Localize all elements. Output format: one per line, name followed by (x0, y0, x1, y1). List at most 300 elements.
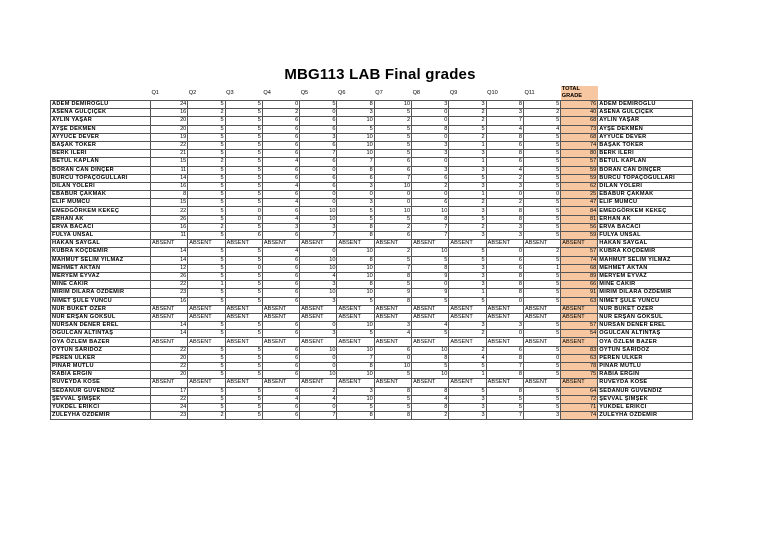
question-score-cell: 8 (412, 354, 449, 362)
total-grade-cell: 73 (561, 125, 598, 133)
question-score-cell: 5 (225, 395, 262, 403)
question-score-cell: ABSENT (188, 313, 225, 321)
table-row (51, 166, 693, 174)
question-score-cell: ABSENT (374, 338, 411, 346)
question-score-cell: 4 (262, 182, 299, 190)
student-name: ERVA BACACI (51, 223, 151, 231)
question-score-cell: 10 (412, 346, 449, 354)
question-score-cell: 6 (262, 387, 299, 395)
question-score-cell: 21 (151, 150, 188, 158)
question-score-cell: 8 (337, 363, 374, 371)
table-row (51, 264, 693, 272)
question-score-cell: 3 (486, 232, 523, 240)
question-score-cell: 3 (449, 322, 486, 330)
question-score-cell: 5 (374, 281, 411, 289)
question-score-cell: 23 (151, 412, 188, 420)
question-score-cell: 4 (300, 395, 337, 403)
table-row (51, 256, 693, 264)
student-name: MİNE CAKIR (51, 281, 151, 289)
question-score-cell: 8 (374, 272, 411, 280)
student-name: ELİF MUMCU (51, 199, 151, 207)
question-score-cell: ABSENT (262, 338, 299, 346)
question-score-cell: 3 (300, 133, 337, 141)
student-name: EMEDGÖRKEM KEKEÇ (51, 207, 151, 215)
question-score-cell: 14 (151, 322, 188, 330)
student-name-repeat: PEREN ÜLKER (598, 354, 693, 362)
question-score-cell: ABSENT (262, 305, 299, 313)
question-score-cell: 0 (300, 199, 337, 207)
question-score-cell: ABSENT (374, 305, 411, 313)
question-score-cell: 6 (262, 117, 299, 125)
table-row (51, 403, 693, 411)
question-score-cell: 5 (337, 330, 374, 338)
total-grade-cell: 54 (561, 330, 598, 338)
question-score-cell: 2 (449, 133, 486, 141)
question-score-cell: 22 (151, 207, 188, 215)
column-header: Q11 (524, 89, 535, 96)
student-name: BETÜL KAPLAN (51, 158, 151, 166)
student-name-repeat: ADEM DEMIROGLU (598, 101, 693, 109)
student-name-repeat: ERHAN AK (598, 215, 693, 223)
student-name-repeat: RABİA ERGİN (598, 371, 693, 379)
student-name-repeat: ŞEVVAL ŞİMŞEK (598, 395, 693, 403)
total-grade-cell: 74 (561, 412, 598, 420)
question-score-cell: 3 (412, 101, 449, 109)
question-score-cell: 20 (151, 354, 188, 362)
student-name-repeat: NUR ERŞAN GÖKSUL (598, 313, 693, 321)
student-name-repeat: ZÜLEYHA ÖZDEMİR (598, 412, 693, 420)
column-header: Q6 (337, 89, 346, 96)
question-score-cell: 6 (486, 256, 523, 264)
question-score-cell: 6 (300, 141, 337, 149)
question-score-cell: 2 (300, 387, 337, 395)
question-score-cell: ABSENT (188, 338, 225, 346)
question-score-cell: 3 (449, 395, 486, 403)
total-grade-cell: 62 (561, 182, 598, 190)
student-name: ASENA GÜLÇİÇEK (51, 109, 151, 117)
question-score-cell: 2 (486, 199, 523, 207)
question-score-cell: 6 (262, 403, 299, 411)
question-score-cell: 5 (225, 141, 262, 149)
question-score-cell: 6 (262, 232, 299, 240)
question-score-cell: 3 (412, 141, 449, 149)
question-score-cell: 2 (188, 223, 225, 231)
question-score-cell: ABSENT (188, 240, 225, 248)
question-score-cell: 10 (337, 322, 374, 330)
total-grade-cell: 47 (561, 199, 598, 207)
question-score-cell: 6 (262, 150, 299, 158)
question-score-cell: 5 (374, 403, 411, 411)
question-score-cell: 2 (449, 330, 486, 338)
student-name: BURCU TOPAÇOGULLARI (51, 174, 151, 182)
total-grade-cell: 68 (561, 264, 598, 272)
question-score-cell: ABSENT (151, 305, 188, 313)
total-grade-cell: ABSENT (561, 338, 598, 346)
student-name-repeat: BORAN CAN DİNÇER (598, 166, 693, 174)
question-score-cell: ABSENT (188, 305, 225, 313)
question-score-cell: 0 (300, 403, 337, 411)
question-score-cell: 5 (225, 117, 262, 125)
question-score-cell: 5 (225, 363, 262, 371)
question-score-cell: 6 (262, 133, 299, 141)
table-row (51, 379, 693, 387)
question-score-cell: ABSENT (412, 313, 449, 321)
total-grade-cell: 63 (561, 354, 598, 362)
table-row (51, 272, 693, 280)
question-score-cell: 5 (225, 281, 262, 289)
question-score-cell: 3 (337, 182, 374, 190)
question-score-cell: 5 (188, 403, 225, 411)
question-score-cell: 5 (523, 101, 560, 109)
question-score-cell: 5 (225, 256, 262, 264)
question-score-cell: 6 (262, 256, 299, 264)
question-score-cell: 5 (523, 215, 560, 223)
question-score-cell: 4 (412, 322, 449, 330)
question-score-cell: 5 (523, 207, 560, 215)
column-header: Q1 (151, 89, 159, 96)
question-score-cell: ABSENT (225, 379, 262, 387)
question-score-cell: ABSENT (225, 240, 262, 248)
question-score-cell: 5 (188, 207, 225, 215)
question-score-cell: ABSENT (337, 338, 374, 346)
question-score-cell: 5 (523, 150, 560, 158)
table-row (51, 158, 693, 166)
question-score-cell: 4 (486, 125, 523, 133)
question-score-cell: 2 (374, 248, 411, 256)
question-score-cell: 22 (151, 346, 188, 354)
total-grade-cell: 57 (561, 322, 598, 330)
question-score-cell: 16 (151, 182, 188, 190)
question-score-cell: 6 (262, 166, 299, 174)
question-score-cell: 10 (412, 248, 449, 256)
question-score-cell: 5 (225, 191, 262, 199)
question-score-cell: ABSENT (225, 338, 262, 346)
question-score-cell: 5 (449, 387, 486, 395)
question-score-cell: 5 (523, 330, 560, 338)
student-name: ŞEVVAL ŞİMŞEK (51, 395, 151, 403)
question-score-cell: 8 (337, 256, 374, 264)
total-grade-cell: 74 (561, 256, 598, 264)
question-score-cell: 6 (300, 158, 337, 166)
question-score-cell: 7 (300, 150, 337, 158)
total-grade-cell: 40 (561, 109, 598, 117)
question-score-cell: 8 (337, 166, 374, 174)
table-row (51, 363, 693, 371)
question-score-cell: 5 (188, 346, 225, 354)
student-name-repeat: SEDANUR GÜVENDİZ (598, 387, 693, 395)
question-score-cell: 5 (523, 387, 560, 395)
question-score-cell: 2 (412, 182, 449, 190)
table-row (51, 232, 693, 240)
question-score-cell: 6 (262, 322, 299, 330)
question-score-cell: 6 (262, 264, 299, 272)
question-score-cell: 5 (374, 141, 411, 149)
question-score-cell: 1 (188, 281, 225, 289)
total-grade-cell: 56 (561, 223, 598, 231)
student-name-repeat: OYTUN SARIDOZ (598, 346, 693, 354)
question-score-cell: 5 (188, 182, 225, 190)
question-score-cell: 2 (188, 412, 225, 420)
table-row (51, 101, 693, 109)
student-name-repeat: AYYÜCE DEVER (598, 133, 693, 141)
question-score-cell: 5 (412, 256, 449, 264)
question-score-cell: 11 (151, 166, 188, 174)
question-score-cell: 6 (300, 117, 337, 125)
total-grade-cell: 83 (561, 346, 598, 354)
question-score-cell: 4 (449, 354, 486, 362)
question-score-cell: 6 (262, 207, 299, 215)
question-score-cell: 11 (151, 232, 188, 240)
question-score-cell: ABSENT (523, 240, 560, 248)
question-score-cell: 6 (262, 412, 299, 420)
question-score-cell: 4 (300, 272, 337, 280)
question-score-cell: 10 (337, 264, 374, 272)
table-row (51, 395, 693, 403)
question-score-cell: ABSENT (486, 313, 523, 321)
total-grade-cell: 75 (561, 371, 598, 379)
total-grade-header: TOTAL GRADE (561, 86, 598, 101)
column-header: Q8 (412, 89, 421, 96)
column-header: Q9 (449, 89, 458, 96)
question-score-cell: 8 (486, 150, 523, 158)
student-name: RÜVEYDA KÖSE (51, 379, 151, 387)
student-name: ZÜLEYHA ÖZDEMİR (51, 412, 151, 420)
question-score-cell: 0 (337, 191, 374, 199)
table-row (51, 174, 693, 182)
question-score-cell: ABSENT (523, 379, 560, 387)
question-score-cell: 2 (523, 248, 560, 256)
question-score-cell: 0 (412, 109, 449, 117)
question-score-cell: ABSENT (300, 379, 337, 387)
question-score-cell: 3 (449, 101, 486, 109)
question-score-cell: 7 (486, 117, 523, 125)
student-name: DİLAN YOLERİ (51, 182, 151, 190)
question-score-cell: 1 (523, 264, 560, 272)
question-score-cell: 5 (188, 272, 225, 280)
table-row (51, 182, 693, 190)
student-name: AYLİN YAŞAR (51, 117, 151, 125)
question-score-cell: ABSENT (300, 338, 337, 346)
table-row (51, 289, 693, 297)
question-score-cell: 0 (412, 281, 449, 289)
student-name-repeat: ERVA BACACI (598, 223, 693, 231)
question-score-cell: 5 (188, 363, 225, 371)
student-name-repeat: BAŞAK TOKER (598, 141, 693, 149)
table-row (51, 330, 693, 338)
question-score-cell: 8 (412, 215, 449, 223)
question-score-cell: 5 (523, 297, 560, 305)
total-grade-cell: ABSENT (561, 305, 598, 313)
total-grade-cell: 71 (561, 403, 598, 411)
question-score-cell: 2 (449, 199, 486, 207)
question-score-cell: 3 (449, 166, 486, 174)
question-score-cell: 5 (449, 297, 486, 305)
table-row (51, 346, 693, 354)
question-score-cell: 5 (523, 322, 560, 330)
question-score-cell: 3 (449, 232, 486, 240)
question-score-cell: 0 (300, 166, 337, 174)
question-score-cell: ABSENT (374, 379, 411, 387)
question-score-cell: 5 (523, 371, 560, 379)
question-score-cell: 0 (374, 354, 411, 362)
student-name-repeat: AYŞE DEKMEN (598, 125, 693, 133)
question-score-cell: 6 (262, 330, 299, 338)
question-score-cell: 5 (523, 223, 560, 231)
question-score-cell: 5 (337, 207, 374, 215)
student-name-repeat: ASENA GÜLÇİÇEK (598, 109, 693, 117)
question-score-cell: 6 (300, 125, 337, 133)
question-score-cell: 15 (151, 199, 188, 207)
question-score-cell: 5 (523, 158, 560, 166)
column-header (598, 86, 693, 101)
question-score-cell: 5 (188, 264, 225, 272)
question-score-cell: 3 (449, 207, 486, 215)
question-score-cell: 2 (374, 223, 411, 231)
question-score-cell: 5 (374, 395, 411, 403)
total-grade-cell: 81 (561, 215, 598, 223)
question-score-cell: 5 (225, 199, 262, 207)
total-grade-cell: 63 (561, 297, 598, 305)
question-score-cell: 3 (449, 264, 486, 272)
question-score-cell: 0 (486, 248, 523, 256)
grades-table (50, 86, 693, 420)
question-score-cell: 0 (412, 191, 449, 199)
question-score-cell: 3 (449, 412, 486, 420)
student-name-repeat: NURSAN DENER EREL (598, 322, 693, 330)
question-score-cell: 5 (374, 109, 411, 117)
question-score-cell: 17 (151, 387, 188, 395)
total-grade-cell: 74 (561, 141, 598, 149)
question-score-cell: 5 (188, 125, 225, 133)
question-score-cell: 2 (262, 109, 299, 117)
student-name: BERK İLERİ (51, 150, 151, 158)
question-score-cell: ABSENT (300, 240, 337, 248)
total-grade-cell: 68 (561, 133, 598, 141)
total-grade-cell: 59 (561, 174, 598, 182)
question-score-cell: 8 (374, 412, 411, 420)
question-score-cell: 6 (337, 174, 374, 182)
question-score-cell: 6 (300, 182, 337, 190)
question-score-cell: 3 (523, 412, 560, 420)
table-row (51, 322, 693, 330)
question-score-cell: ABSENT (523, 313, 560, 321)
table-row (51, 133, 693, 141)
question-score-cell: 1 (449, 158, 486, 166)
question-score-cell: 16 (151, 297, 188, 305)
question-score-cell: 5 (374, 150, 411, 158)
question-score-cell: 0 (486, 297, 523, 305)
question-score-cell: ABSENT (412, 240, 449, 248)
question-score-cell: 5 (523, 346, 560, 354)
question-score-cell: 5 (188, 322, 225, 330)
question-score-cell: 5 (225, 346, 262, 354)
student-name-repeat: BURCU TOPAÇOGULLARI (598, 174, 693, 182)
question-score-cell: 5 (449, 248, 486, 256)
question-score-cell: 5 (449, 125, 486, 133)
question-score-cell: 20 (151, 117, 188, 125)
question-score-cell: 5 (225, 158, 262, 166)
sheet-title: MBG113 LAB Final grades (284, 66, 476, 83)
question-score-cell: 8 (486, 215, 523, 223)
header-row (51, 86, 693, 101)
question-score-cell: 8 (337, 101, 374, 109)
question-score-cell: 5 (523, 199, 560, 207)
question-score-cell: 10 (337, 141, 374, 149)
question-score-cell: 10 (374, 182, 411, 190)
column-header: Q5 (300, 89, 309, 96)
question-score-cell: 6 (374, 158, 411, 166)
question-score-cell: 0 (300, 248, 337, 256)
question-score-cell: ABSENT (374, 313, 411, 321)
question-score-cell: 10 (337, 272, 374, 280)
question-score-cell: 1 (449, 141, 486, 149)
question-score-cell: 5 (225, 223, 262, 231)
question-score-cell: 8 (374, 387, 411, 395)
question-score-cell: ABSENT (449, 305, 486, 313)
table-row (51, 338, 693, 346)
question-score-cell: 2 (449, 346, 486, 354)
question-score-cell: 8 (412, 387, 449, 395)
student-name-repeat: YÜKDEL ERİKCİ (598, 403, 693, 411)
question-score-cell: 5 (188, 256, 225, 264)
student-name: RABİA ERGİN (51, 371, 151, 379)
total-grade-cell: ABSENT (561, 379, 598, 387)
question-score-cell: 3 (486, 109, 523, 117)
question-score-cell: ABSENT (300, 313, 337, 321)
question-score-cell: 14 (151, 248, 188, 256)
question-score-cell: 26 (151, 272, 188, 280)
student-name: NUR BUKET ÖZER (51, 305, 151, 313)
question-score-cell: 6 (262, 297, 299, 305)
question-score-cell: 5 (225, 387, 262, 395)
question-score-cell: 2 (412, 412, 449, 420)
question-score-cell: 5 (225, 354, 262, 362)
student-name-repeat: OĞULCAN ALTINTAŞ (598, 330, 693, 338)
question-score-cell: 10 (412, 207, 449, 215)
question-score-cell: 6 (374, 232, 411, 240)
question-score-cell: 0 (412, 117, 449, 125)
total-grade-cell: 57 (561, 248, 598, 256)
total-grade-cell: ABSENT (561, 240, 598, 248)
student-name: PEREN ÜLKER (51, 354, 151, 362)
total-grade-cell: 76 (561, 101, 598, 109)
question-score-cell: ABSENT (486, 338, 523, 346)
question-score-cell: 9 (374, 289, 411, 297)
table-row (51, 191, 693, 199)
column-header: Q10 (487, 89, 498, 96)
question-score-cell: 10 (300, 256, 337, 264)
column-header: Q4 (263, 89, 271, 96)
student-name: NURSAN DENER EREL (51, 322, 151, 330)
question-score-cell: 0 (300, 354, 337, 362)
question-score-cell: 3 (374, 322, 411, 330)
question-score-cell: 7 (486, 412, 523, 420)
student-name: BORAN CAN DİNÇER (51, 166, 151, 174)
question-score-cell: 5 (225, 133, 262, 141)
total-grade-cell: 57 (561, 158, 598, 166)
student-name-repeat: EBABUR ÇAKMAK (598, 191, 693, 199)
table-row (51, 141, 693, 149)
student-name: ADEM DEMIROGLU (51, 101, 151, 109)
question-score-cell: 5 (412, 330, 449, 338)
question-score-cell: 6 (486, 346, 523, 354)
question-score-cell: 0 (262, 101, 299, 109)
question-score-cell: 0 (225, 207, 262, 215)
student-name-repeat: OYA ÖZLEM BAZER (598, 338, 693, 346)
question-score-cell: 5 (188, 371, 225, 379)
table-row (51, 109, 693, 117)
question-score-cell: 8 (486, 281, 523, 289)
